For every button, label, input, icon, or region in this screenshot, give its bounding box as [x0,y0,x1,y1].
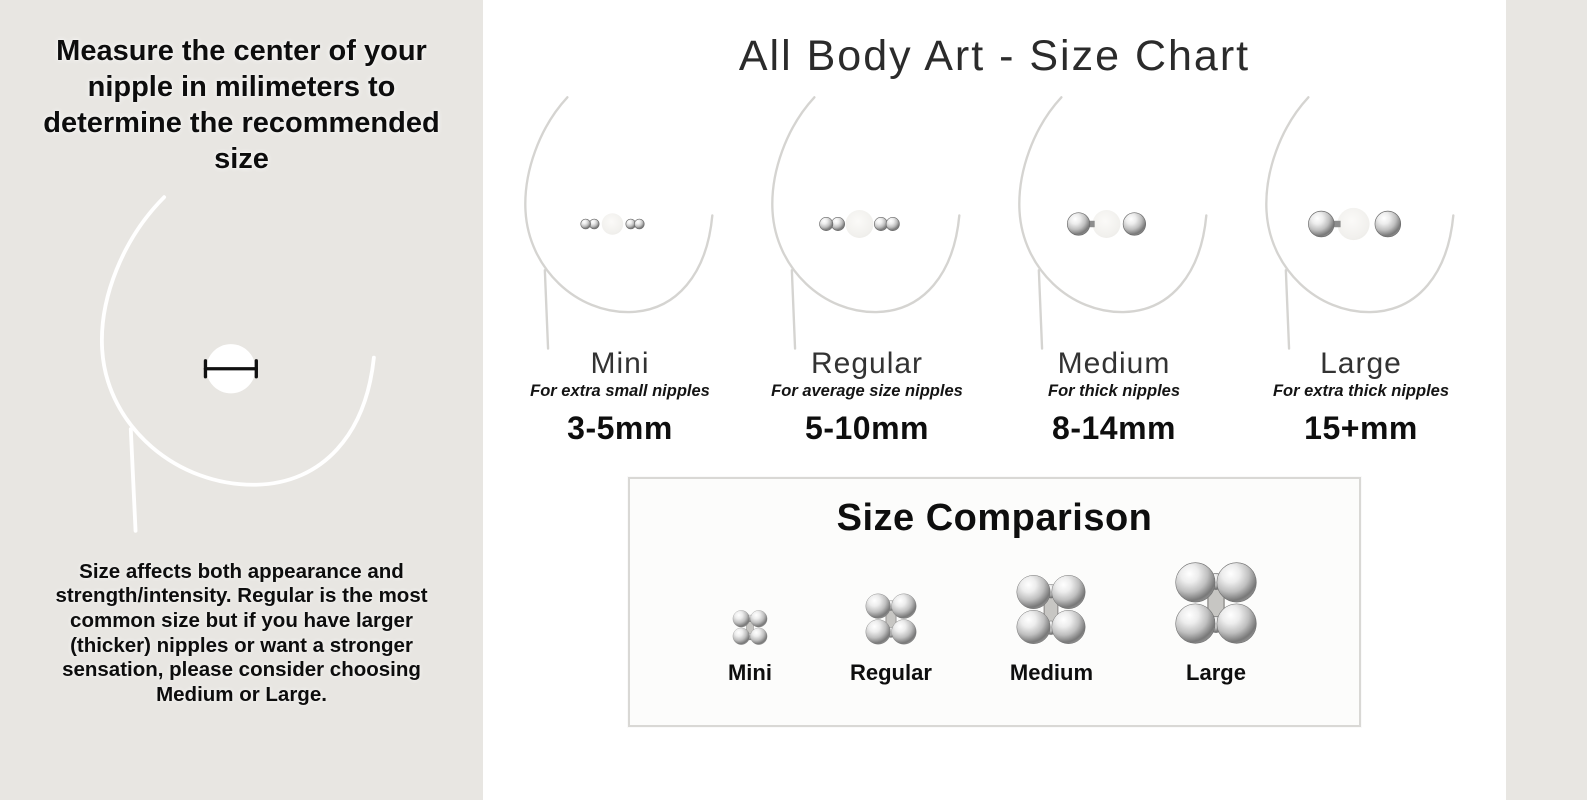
size-name: Regular [810,347,924,380]
size-description: For extra small nipples [530,382,710,400]
comparison-row [630,546,1359,686]
size-columns [483,81,1506,447]
torso-line [130,429,135,531]
jewelry-photo-regular [863,546,919,646]
jewelry-photo-mini [731,546,769,646]
breast-measurement-illustration [91,194,393,534]
size-advice-note: Size affects both appearance and strength/intensity. Regular is the most common size but if you have larger (thicker) nipples or want a stronger sensation, please consider choosing Medium or Large. [55,559,428,706]
breast-illustration-large [1259,95,1463,353]
jewelry-icon-medium [1067,210,1145,238]
jewelry-photo-medium [1013,546,1089,646]
size-comparison-box [628,477,1361,727]
size-name: Mini [590,347,650,380]
page-title: All Body Art - Size Chart [738,32,1251,80]
size-column-medium [995,95,1233,447]
breast-illustration-mini [518,95,722,353]
measure-instruction-headline: Measure the center of your nipple in milimeters to determine the recommended size [43,35,440,175]
right-margin-strip [1506,0,1587,800]
size-description: For average size nipples [771,382,963,400]
comparison-item-regular [850,546,932,686]
size-column-mini [501,95,739,447]
size-chart-main [483,0,1506,800]
breast-illustration-medium [1012,95,1216,353]
size-range: 15+mm [1304,410,1418,446]
size-description: For extra thick nipples [1272,382,1450,400]
size-range: 3-5mm [567,410,673,446]
jewelry-photo-large [1171,546,1261,646]
comparison-item-medium [1010,546,1093,686]
size-column-large [1242,95,1480,447]
size-column-regular [748,95,986,447]
jewelry-icon-large [1308,208,1400,240]
size-range: 5-10mm [805,410,929,446]
size-description: For thick nipples [1047,382,1181,400]
breast-outline [101,197,373,485]
comparison-label: Large [1186,660,1246,685]
left-info-panel [0,0,483,800]
comparison-title: Size Comparison [836,497,1153,539]
comparison-item-large [1171,546,1261,686]
jewelry-icon-regular [820,210,900,238]
comparison-item-mini [728,546,772,686]
comparison-label: Mini [727,660,772,685]
size-name: Large [1320,347,1402,380]
size-range: 8-14mm [1052,410,1176,446]
comparison-label: Regular [849,660,932,685]
comparison-label: Medium [1009,660,1094,685]
breast-illustration-regular [765,95,969,353]
size-name: Medium [1057,347,1171,380]
jewelry-icon-mini [581,213,645,234]
